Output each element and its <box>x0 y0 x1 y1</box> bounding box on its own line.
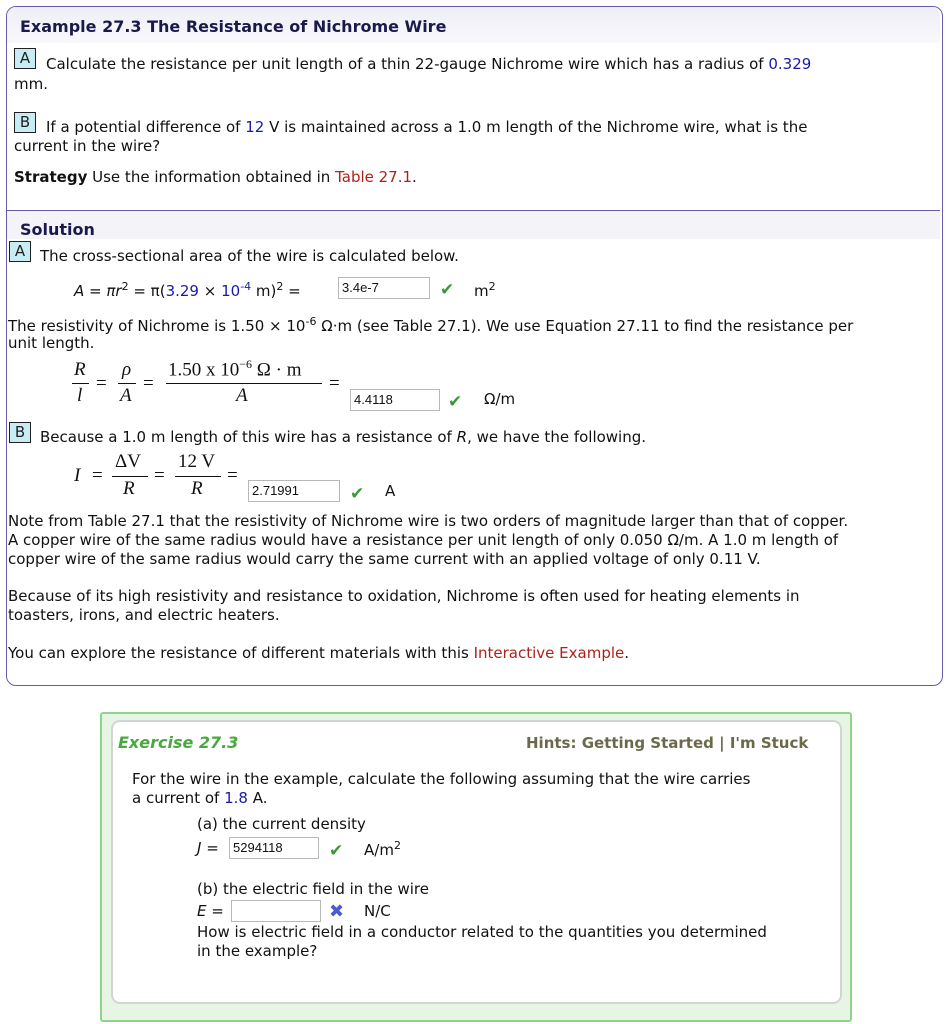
eq3-R2: R <box>191 478 203 499</box>
solution-header <box>7 211 940 239</box>
voltage-value: 12 <box>245 118 265 136</box>
eq3-frac-line-2 <box>175 476 221 477</box>
solution-title: Solution <box>20 220 95 239</box>
electric-field-field[interactable] <box>231 900 321 922</box>
eq2-frac-line-3 <box>166 383 322 384</box>
eq2-equals-3: = <box>329 373 340 394</box>
checkmark-icon: ✔ <box>329 841 344 861</box>
resistivity-text: The resistivity of Nichrome is $1.50 \times 10^{-6}$ Ω·m (see Table 27.1). We use Equation 27.11 to find the resistance per <box>8 315 854 335</box>
eq3-R1: R <box>123 478 135 499</box>
table-link[interactable]: Table 27.1 <box>335 168 413 186</box>
x-mark-icon: ✖ <box>329 901 345 922</box>
part-b-question-end: current in the wire? <box>14 137 161 155</box>
eq2-equals-1: = <box>96 373 107 394</box>
exercise-title: Exercise 27.3 <box>118 733 239 752</box>
eq2-R: R <box>74 359 86 380</box>
current-density-unit: $A/m^2$ <box>364 839 401 859</box>
current-answer-field[interactable]: 2.71991 <box>248 480 340 502</box>
solution-a-badge: A <box>9 241 31 262</box>
current-unit: A <box>385 482 396 500</box>
note-line-3: copper wire of the same radius would carry the same current with an applied voltage of only 0.11 V. <box>8 550 761 568</box>
exercise-intro-1: For the wire in the example, calculate the following assuming that the wire carries <box>132 770 751 788</box>
explore-text: You can explore the resistance of different materials with this Interactive Example. <box>8 644 630 662</box>
checkmark-icon: ✔ <box>440 280 455 300</box>
solution-b-intro: Because a 1.0 m length of this wire has a resistance of R, we have the following. <box>40 428 647 446</box>
strategy: Strategy Use the information obtained in Table 27.1. <box>14 168 417 186</box>
part-a-question-end: mm. <box>14 75 48 93</box>
eq2-rho: ρ <box>122 359 132 380</box>
part-a-badge: A <box>14 48 36 69</box>
exercise-intro-2: a current of 1.8 A. <box>132 789 268 807</box>
exercise-question-1: How is electric field in a conductor related to the quantities you determined <box>197 923 767 941</box>
note-line-1: Note from Table 27.1 that the resistivity of Nichrome wire is two orders of magnitude larger than that of copper. <box>8 512 849 530</box>
area-equation: $A = \pi r^2 = \pi(3.29 \times 10^{-4}$ m)$^2$ = <box>74 280 301 300</box>
because-line-1: Because of its high resistivity and resistance to oxidation, Nichrome is often used for heating elements in <box>8 587 800 605</box>
eq3-I: I <box>74 465 81 486</box>
part-b-question: If a potential difference of 12 V is maintained across a 1.0 m length of the Nichrome wire, what is the <box>46 118 808 136</box>
eq2-A: A <box>120 385 132 406</box>
hints-links: Hints: Getting Started | I'm Stuck <box>526 734 809 752</box>
eq3-equals-3: = <box>227 465 238 486</box>
eq2-denominator: A <box>236 385 248 406</box>
current-density-field[interactable]: 5294118 <box>229 837 319 859</box>
electric-field-unit: N/C <box>364 902 391 920</box>
eq3-dV: ΔV <box>115 451 141 472</box>
im-stuck-link[interactable]: I'm Stuck <box>729 734 809 752</box>
example-panel <box>6 6 943 686</box>
eq2-frac-line-1 <box>72 383 89 384</box>
resistance-answer-field[interactable]: 4.4118 <box>350 389 440 411</box>
exercise-part-b-label: (b) the electric field in the wire <box>197 880 429 898</box>
eq2-numerator: 1.50 x $10^{-6}$ Ω · m <box>168 357 302 381</box>
eq3-frac-line-1 <box>112 476 148 477</box>
eq2-l: l <box>77 385 83 406</box>
resistivity-text-end: unit length. <box>8 334 95 352</box>
exercise-current-value: 1.8 <box>224 789 248 807</box>
because-line-2: toasters, irons, and electric heaters. <box>8 606 280 624</box>
getting-started-link[interactable]: Hints: Getting Started <box>526 734 714 752</box>
solution-b-badge: B <box>9 422 31 443</box>
eq2-frac-line-2 <box>118 383 136 384</box>
exercise-content <box>111 720 842 1004</box>
current-density-var: J = <box>197 839 219 857</box>
area-answer-field[interactable]: 3.4e-7 <box>338 277 430 299</box>
exercise-question-2: in the example? <box>197 942 318 960</box>
checkmark-icon: ✔ <box>350 484 365 504</box>
part-a-question: Calculate the resistance per unit length of a thin 22-gauge Nichrome wire which has a radius of 0.329 <box>46 55 812 73</box>
checkmark-icon: ✔ <box>448 392 463 412</box>
eq2-equals-2: = <box>143 373 154 394</box>
eq3-equals-1: = <box>92 465 103 486</box>
exercise-part-a-label: (a) the current density <box>197 815 366 833</box>
radius-value: 0.329 <box>768 55 812 73</box>
area-unit: $m^2$ <box>474 280 496 300</box>
interactive-example-link[interactable]: Interactive Example <box>473 644 625 662</box>
part-b-badge: B <box>14 112 36 133</box>
example-title: Example 27.3 The Resistance of Nichrome Wire <box>20 17 447 36</box>
note-line-2: A copper wire of the same radius would have a resistance per unit length of only 0.050 Ω/m. A 1.0 m length of <box>8 531 839 549</box>
eq3-equals-2: = <box>154 465 165 486</box>
electric-field-var: E = <box>197 902 224 920</box>
eq3-V: 12 V <box>178 451 216 472</box>
solution-a-intro: The cross-sectional area of the wire is calculated below. <box>40 247 459 265</box>
resistance-unit: Ω/m <box>484 390 516 408</box>
